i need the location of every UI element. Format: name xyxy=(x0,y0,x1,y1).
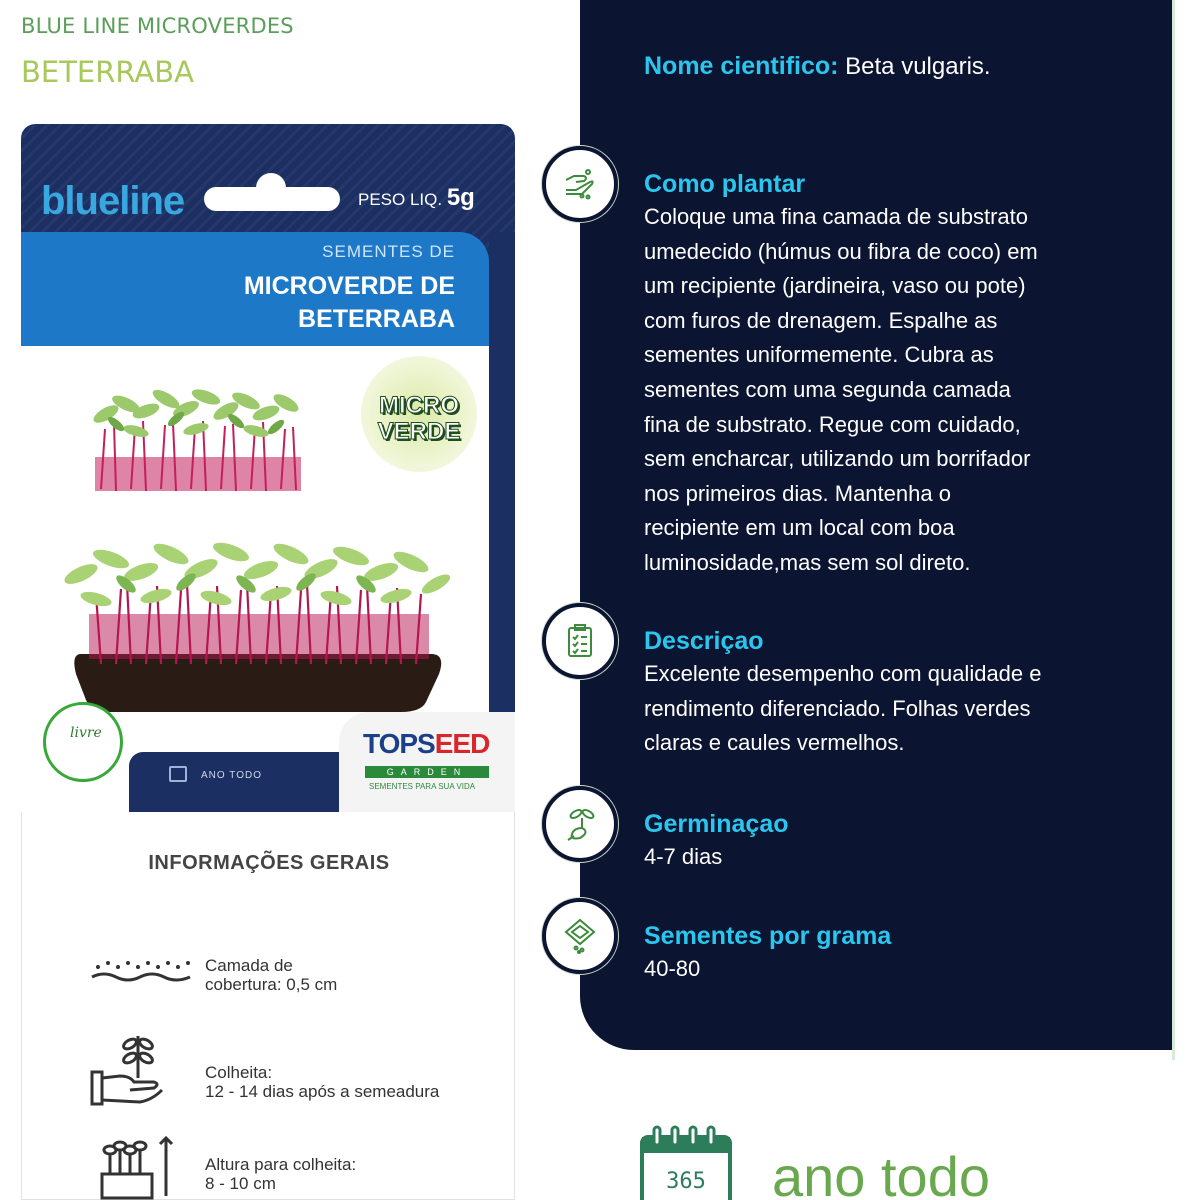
como-plantar-line: luminosidade,mas sem sol direto. xyxy=(644,549,971,575)
seed-packet-image xyxy=(21,124,515,812)
section-descricao xyxy=(644,625,1114,761)
right-rail xyxy=(1172,0,1175,1060)
calendar-number: 365 xyxy=(666,1169,706,1194)
germinacao-body xyxy=(644,840,1114,875)
product-name: BETERRABA xyxy=(21,55,194,89)
como-plantar-line: sementes uniformemente. Cubra as xyxy=(644,342,994,368)
sementes-title: Sementes por grama xyxy=(644,922,892,950)
info-text-harvest xyxy=(205,1064,439,1101)
como-plantar-line: sem encharcar, utilizando um borrifador xyxy=(644,446,1031,472)
como-plantar-line: sementes com uma segunda camada xyxy=(644,376,1011,402)
packet-title-line2: BETERRABA xyxy=(298,304,455,333)
descricao-line: rendimento diferenciado. Folhas verdes xyxy=(644,695,1031,721)
sprout-height-icon xyxy=(90,1134,180,1200)
scientific-name-label: Nome cientifico: xyxy=(644,52,839,80)
section-como-plantar xyxy=(644,168,1114,581)
como-plantar-line: umedecido (húmus ou fibra de coco) em xyxy=(644,238,1038,264)
weight-value: 5g xyxy=(446,184,475,211)
info-harvest-line2: 12 - 14 dias após a semeadura xyxy=(205,1081,440,1101)
soil-layer-icon xyxy=(90,957,194,987)
info-height-line2: 8 - 10 cm xyxy=(205,1173,276,1193)
como-plantar-title: Como plantar xyxy=(644,170,806,198)
section-germinacao xyxy=(644,808,1114,875)
general-info-title: INFORMAÇÕES GERAIS xyxy=(148,852,390,874)
hang-hole xyxy=(204,187,340,211)
como-plantar-line: um recipiente (jardineira, vaso ou pote) xyxy=(644,273,1026,299)
scientific-name xyxy=(644,52,991,81)
descricao-line: claras e caules vermelhos. xyxy=(644,730,905,756)
badge-line1: MICRO xyxy=(379,392,459,419)
info-height-line1: Altura para colheita: xyxy=(205,1155,357,1174)
germinacao-title: Germinaçao xyxy=(644,810,789,838)
info-soil-line1: Camada de xyxy=(205,956,293,975)
topseed-logo xyxy=(363,728,489,760)
packet-weight xyxy=(358,184,475,212)
seeds-of-label: SEMENTES DE xyxy=(322,242,455,261)
microgreens-small-illustration xyxy=(81,369,311,499)
packet-side-stripe xyxy=(489,232,515,712)
descricao-line: Excelente desempenho com qualidade e xyxy=(644,661,1042,686)
checklist-icon xyxy=(542,603,618,679)
packet-title-band xyxy=(21,232,489,346)
micro-verde-badge xyxy=(361,356,477,472)
garden-label: GARDEN xyxy=(365,766,489,778)
info-text-soil xyxy=(205,957,337,994)
info-soil-line2: cobertura: 0,5 cm xyxy=(205,974,338,994)
como-plantar-line: com furos de drenagem. Espalhe as xyxy=(644,307,998,333)
section-sementes-por-grama xyxy=(644,920,1114,987)
packet-title xyxy=(195,270,455,335)
como-plantar-line: nos primeiros dias. Mantenha o xyxy=(644,480,951,506)
descricao-body xyxy=(644,657,1114,761)
sementes-body xyxy=(644,952,1114,987)
descricao-title: Descriçao xyxy=(644,627,764,655)
blueline-logo: blueline xyxy=(41,179,185,223)
details-panel xyxy=(580,0,1172,1050)
sementes-value: 40-80 xyxy=(644,956,701,981)
hand-harvest-icon xyxy=(90,1030,170,1110)
badge-line2: VERDE xyxy=(377,418,461,445)
microgreens-tray-illustration xyxy=(41,514,461,724)
scientific-name-value: Beta vulgaris. xyxy=(845,53,991,80)
pesticide-free-seal xyxy=(43,702,123,782)
seed-packet-icon xyxy=(542,898,618,974)
topseed-logo-box xyxy=(339,712,515,812)
brand-line: BLUE LINE MICROVERDES xyxy=(21,14,294,38)
como-plantar-line: recipiente em um local com boa xyxy=(644,515,955,541)
info-text-height xyxy=(205,1156,356,1193)
season-label: ano todo xyxy=(772,1145,990,1200)
germinacao-value: 4-7 dias xyxy=(644,844,723,869)
hand-planting-icon xyxy=(542,146,618,222)
info-harvest-line1: Colheita: xyxy=(205,1063,273,1082)
seal-text: livre xyxy=(70,725,102,741)
como-plantar-line: fina de substrato. Regue com cuidado, xyxy=(644,411,1021,437)
weight-label: PESO LIQ. xyxy=(358,190,443,209)
packet-calendar-bar xyxy=(129,752,339,812)
general-info-card xyxy=(21,812,515,1200)
como-plantar-body xyxy=(644,200,1114,581)
calendar-365-icon xyxy=(640,1125,736,1200)
slogan: SEMENTES PARA SUA VIDA xyxy=(369,782,476,791)
calendar-small-icon xyxy=(169,766,187,782)
como-plantar-line: Coloque uma fina camada de substrato xyxy=(644,204,1029,229)
packet-title-line1: MICROVERDE DE xyxy=(243,272,455,300)
topseed-left: TOPS xyxy=(363,728,435,759)
topseed-right: EED xyxy=(434,728,490,759)
packet-season-text: ANO TODO xyxy=(201,770,262,781)
germination-icon xyxy=(542,786,618,862)
